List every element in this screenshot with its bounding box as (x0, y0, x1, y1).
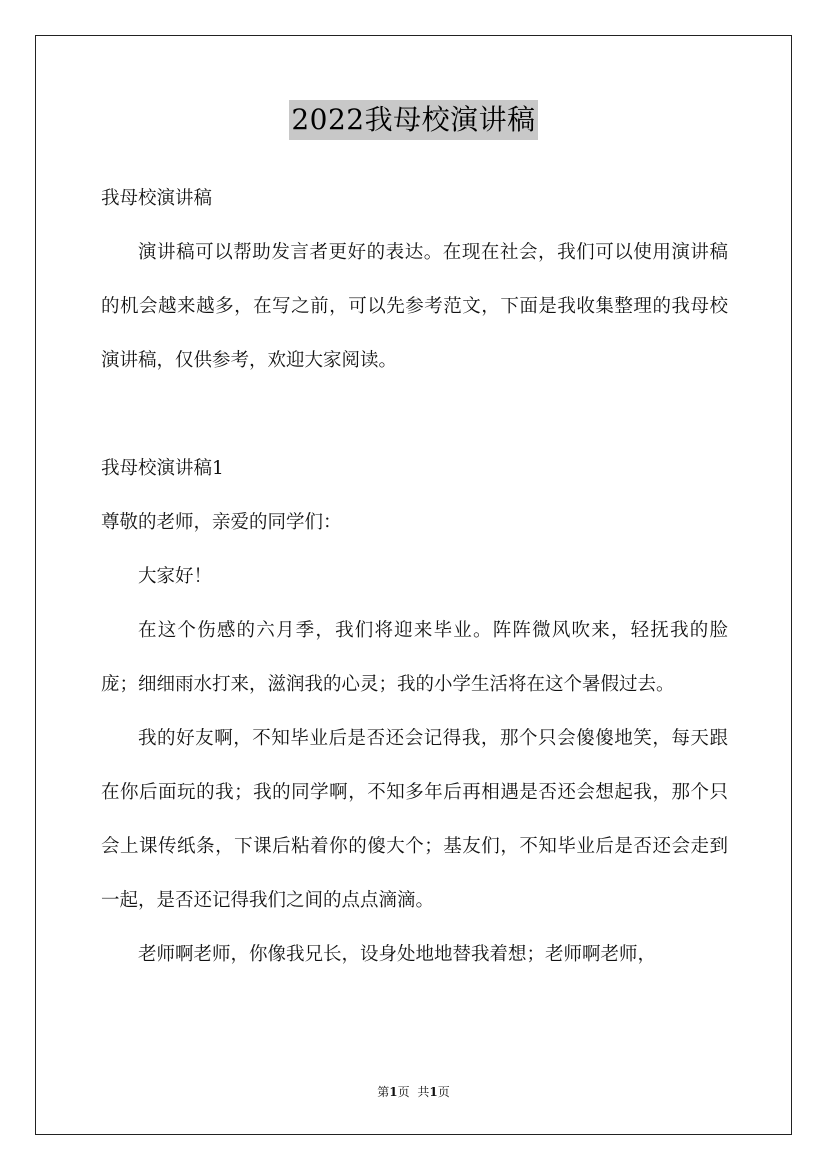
salutation: 尊敬的老师，亲爱的同学们： (101, 512, 342, 533)
title-container (0, 100, 827, 140)
intro-paragraph: 演讲稿可以帮助发言者更好的表达。在现在社会，我们可以使用演讲稿的机会越来越多，在写之前，可以先参考范文，下面是我收集整理的我母校演讲稿，仅供参考，欢迎大家阅读。 (101, 242, 728, 371)
page-number: 1 (389, 1085, 398, 1099)
body-paragraph: 我的好友啊，不知毕业后是否还会记得我，那个只会傻傻地笑，每天跟在你后面玩的我；我的同学啊，不知多年后再相遇是否还会想起我，那个只会上课传纸条，下课后粘着你的傻大个；基友们，不知毕业后是否还会走到一起，是否还记得我们之间的点点滴滴。 (101, 728, 728, 911)
greeting: 大家好！ (138, 566, 213, 587)
section-heading: 我母校演讲稿1 (101, 458, 224, 479)
body-paragraph: 在这个伤感的六月季，我们将迎来毕业。阵阵微风吹来，轻抚我的脸庞；细细雨水打来，滋润我的心灵；我的小学生活将在这个暑假过去。 (101, 620, 728, 695)
body-paragraph: 老师啊老师，你像我兄长，设身处地地替我着想；老师啊老师， (138, 944, 657, 965)
page-footer (0, 1083, 827, 1101)
document-body (101, 172, 728, 982)
total-prefix: 共 (417, 1085, 430, 1099)
total-pages: 1 (429, 1085, 438, 1099)
page-prefix: 第 (377, 1085, 390, 1099)
paragraph-gap (101, 388, 728, 442)
page-suffix: 页 (397, 1085, 410, 1099)
document-subtitle: 我母校演讲稿 (101, 188, 213, 209)
document-title: 2022我母校演讲稿 (289, 100, 537, 140)
total-suffix: 页 (437, 1085, 450, 1099)
